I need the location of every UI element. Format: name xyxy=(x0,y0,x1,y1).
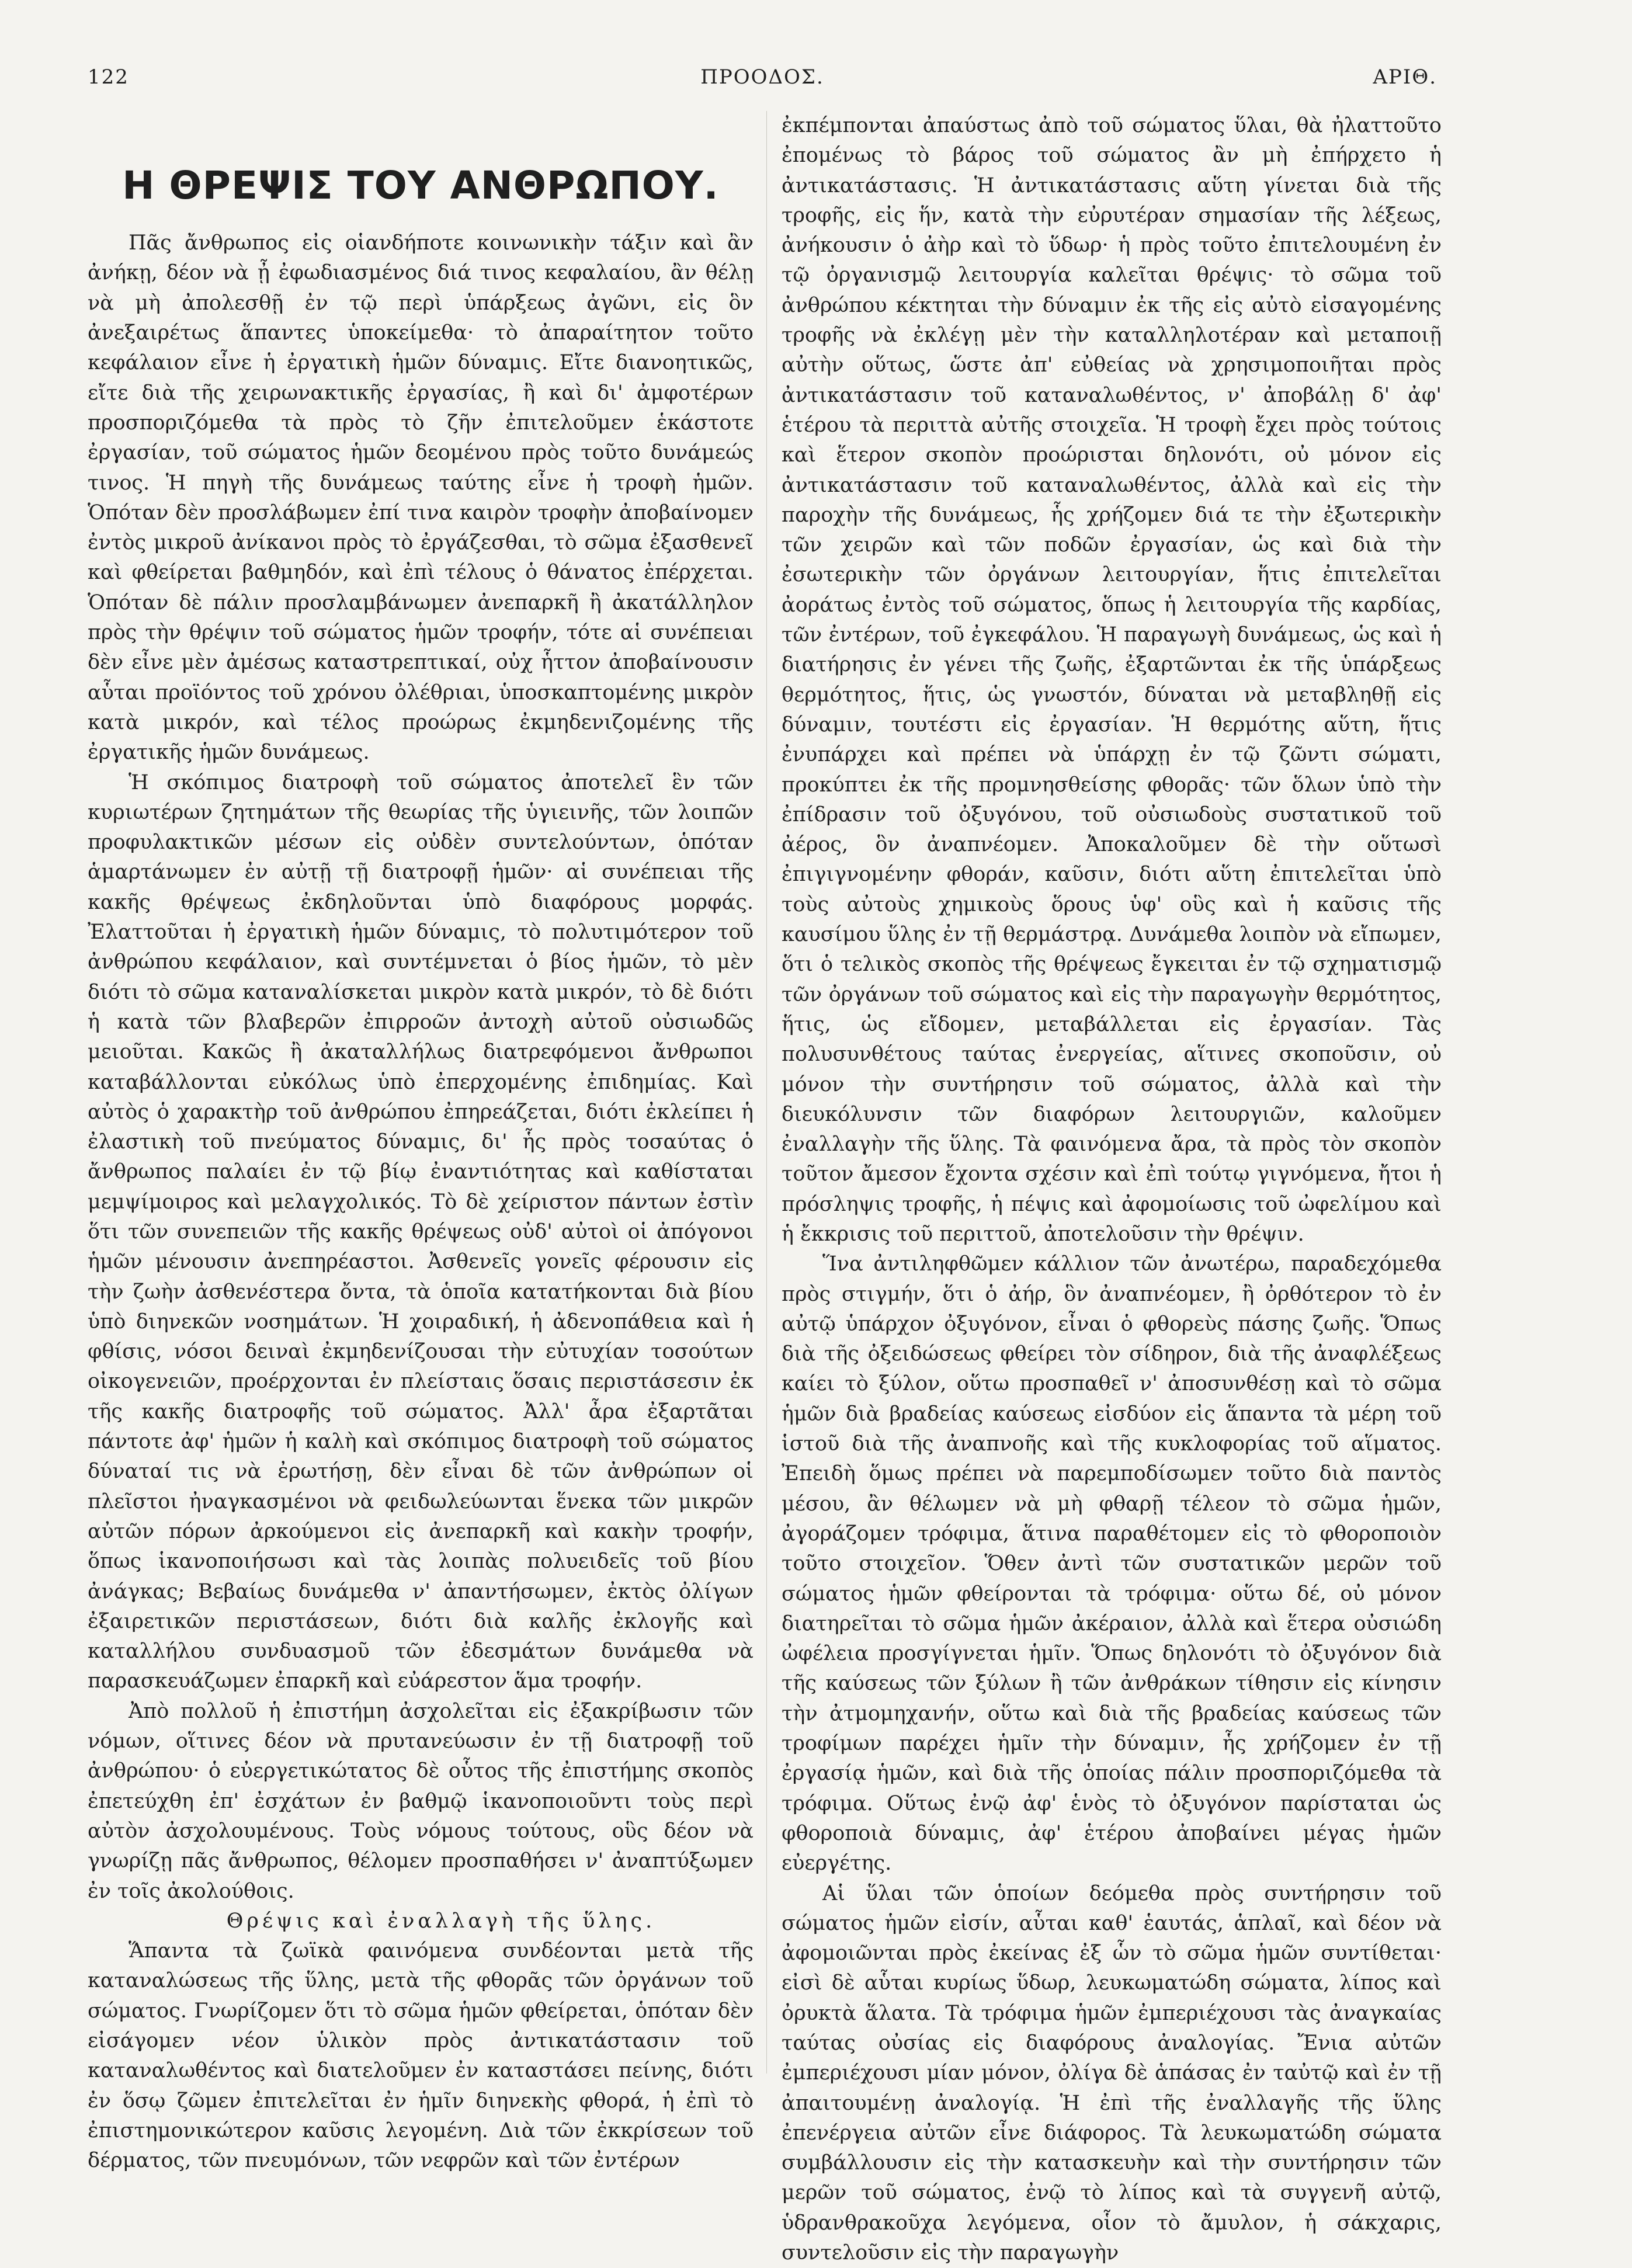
issue-label: ΑΡΙΘ. xyxy=(1373,65,1437,89)
paragraph: Πᾶς ἄνθρωπος εἰς οἱανδήποτε κοινωνικὴν τάξιν καὶ ἂν ἀνήκῃ, δέον νὰ ᾖ ἐφωδιασμένος διά τινος κεφαλαίου, ἂν θέλῃ νὰ μὴ ἀπολεσθῇ ἐν τῷ περὶ ὑπάρξεως ἀγῶνι, εἰς ὃν ἀνεξαιρέτως ἅπαντες ὑποκείμεθα· τὸ ἀπαραίτητον τοῦτο κεφάλαιον εἶνε ἡ ἐργατικὴ ἡμῶν δύναμις. Εἴτε διανοητικῶς, εἴτε διὰ τῆς χειρωνακτικῆς ἐργασίας, ἢ καὶ δι' ἀμφοτέρων προσποριζόμεθα τὰ πρὸς τὸ ζῆν ἐπιτελοῦμεν ἑκάστοτε ἐργασίαν, τοῦ σώματος ἡμῶν δεομένου πρὸς τοῦτο δυνάμεώς τινος. Ἡ πηγὴ τῆς δυνάμεως ταύτης εἶνε ἡ τροφὴ ἡμῶν. Ὁπόταν δὲν προσλάβωμεν ἐπί τινα καιρὸν τροφὴν ἀποβαίνομεν ἐντὸς μικροῦ ἀνίκανοι πρὸς τὸ ἐργάζεσθαι, τὸ σῶμα ἐξασθενεῖ καὶ φθείρεται βαθμηδόν, καὶ ἐπὶ τέλους ὁ θάνατος ἐπέρχεται. Ὁπόταν δὲ πάλιν προσλαμβάνωμεν ἀνεπαρκῆ ἢ ἀκατάλληλον πρὸς τὴν θρέψιν τοῦ σώματος ἡμῶν τροφήν, τότε αἱ συνέπειαι δὲν εἶνε μὲν ἀμέσως καταστρεπτικαί, οὐχ ἧττον ἀποβαίνουσιν αὗται προϊόντος τοῦ χρόνου ὀλέθριαι, ὑποσκαπτομένης μικρὸν κατὰ μικρόν, καὶ τέλος προώρως ἐκμηδενιζομένης τῆς ἐργατικῆς ἡμῶν δυνάμεως. xyxy=(88,231,754,765)
page-number: 122 xyxy=(88,65,129,89)
journal-title: ΠΡΟΟΔΟΣ. xyxy=(700,65,824,89)
paragraph: ἐκπέμπονται ἀπαύστως ἀπὸ τοῦ σώματος ὕλαι, θὰ ἠλαττοῦτο ἐπομένως τὸ βάρος τοῦ σώματος ἂν μὴ ἐπήρχετο ἡ ἀντικατάστασις. Ἡ ἀντικατάστασις αὕτη γίνεται διὰ τῆς τροφῆς, εἰς ἥν, κατὰ τὴν εὐρυτέραν σημασίαν τῆς λέξεως, ἀνήκουσιν ὁ ἀὴρ καὶ τὸ ὕδωρ· ἡ πρὸς τοῦτο ἐπιτελουμένη ἐν τῷ ὀργανισμῷ λειτουργία καλεῖται θρέψις· τὸ σῶμα τοῦ ἀνθρώπου κέκτηται τὴν δύναμιν ἐκ τῆς εἰς αὐτὸ εἰσαγομένης τροφῆς νὰ ἐκλέγῃ μὲν τὴν καταλληλοτέραν καὶ μεταποιῇ αὐτὴν οὕτως, ὥστε ἀπ' εὐθείας νὰ χρησιμοποιῆται πρὸς ἀντικατάστασιν τοῦ καταναλωθέντος, ν' ἀποβάλῃ δ' ἀφ' ἑτέρου τὰ περιττὰ αὐτῆς στοιχεῖα. Ἡ τροφὴ ἔχει πρὸς τούτοις καὶ ἕτερον σκοπὸν προώρισται δηλονότι, οὐ μόνον εἰς ἀντικατάστασιν τοῦ καταναλωθέντος, ἀλλὰ καὶ εἰς τὴν παροχὴν τῆς δυνάμεως, ἧς χρήζομεν διά τε τὴν ἐξωτερικὴν τῶν χειρῶν καὶ τῶν ποδῶν ἐργασίαν, ὡς καὶ διὰ τὴν ἐσωτερικὴν τῶν ὀργάνων λειτουργίαν, ἥτις ἐπιτελεῖται ἀοράτως ἐντὸς τοῦ σώματος, ὅπως ἡ λειτουργία τῆς καρδίας, τῶν ἐντέρων, τοῦ ἐγκεφάλου. Ἡ παραγωγὴ δυνάμεως, ὡς καὶ ἡ διατήρησις ἐν γένει τῆς ζωῆς, ἐξαρτῶνται ἐκ τῆς ὑπάρξεως θερμότητος, ἥτις, ὡς γνωστόν, δύναται νὰ μεταβληθῇ εἰς δύναμιν, τουτέστι εἰς ἐργασίαν. Ἡ θερμότης αὕτη, ἥτις ἐνυπάρχει καὶ πρέπει νὰ ὑπάρχῃ ἐν τῷ ζῶντι σώματι, προκύπτει ἐκ τῆς προμνησθείσης φθορᾶς· τῶν ὅλων ὑπὸ τὴν ἐπίδρασιν τοῦ ὀξυγόνου, τοῦ οὐσιωδοὺς συστατικοῦ τοῦ ἀέρος, ὃν ἀναπνέομεν. Ἀποκαλοῦμεν δὲ τὴν οὕτωσὶ ἐπιγιγνομένην φθοράν, καῦσιν, διότι αὕτη ἐπιτελεῖται ὑπὸ τοὺς αὐτοὺς χημικοὺς ὅρους ὑφ' οὓς καὶ ἡ καῦσις τῆς καυσίμου ὕλης ἐν τῇ θερμάστρᾳ. Δυνάμεθα λοιπὸν νὰ εἴπωμεν, ὅτι ὁ τελικὸς σκοπὸς τῆς θρέψεως ἔγκειται ἐν τῷ σχηματισμῷ τῶν ὀργάνων τοῦ σώματος καὶ εἰς τὴν παραγωγὴν θερμότητος, ἥτις, ὡς εἴδομεν, μεταβάλλεται εἰς ἐργασίαν. Τὰς πολυσυνθέτους ταύτας ἐνεργείας, αἵτινες σκοποῦσιν, οὐ μόνον τὴν συντήρησιν τοῦ σώματος, ἀλλὰ καὶ τὴν διευκόλυνσιν τῶν διαφόρων λειτουργιῶν, καλοῦμεν ἐναλλαγὴν τῆς ὕλης. Τὰ φαινόμενα ἄρα, τὰ πρὸς τὸν σκοπὸν τοῦτον ἄμεσον ἔχοντα σχέσιν καὶ ἐπὶ τούτῳ γιγνόμενα, ἤτοι ἡ πρόσληψις τροφῆς, ἡ πέψις καὶ ἀφομοίωσις τοῦ ὠφελίμου καὶ ἡ ἔκκρισις τοῦ περιττοῦ, ἀποτελοῦσιν τὴν θρέψιν. xyxy=(782,114,1442,1246)
paragraph: Ἵνα ἀντιληφθῶμεν κάλλιον τῶν ἀνωτέρω, παραδεχόμεθα πρὸς στιγμήν, ὅτι ὁ ἀήρ, ὃν ἀναπνέομεν, ἢ ὀρθότερον τὸ ἐν αὐτῷ ὑπάρχον ὀξυγόνον, εἶναι ὁ φθορεὺς πάσης ζωῆς. Ὅπως διὰ τῆς ὀξειδώσεως φθείρει τὸν σίδηρον, διὰ τῆς ἀναφλέξεως καίει τὸ ξύλον, οὕτω προσπαθεῖ ν' ἀποσυνθέσῃ καὶ τὸ σῶμα ἡμῶν διὰ βραδείας καύσεως εἰσδύον εἰς ἅπαντα τὰ μέρη τοῦ ἱστοῦ διὰ τῆς ἀναπνοῆς καὶ τῆς κυκλοφορίας τοῦ αἵματος. Ἐπειδὴ ὅμως πρέπει νὰ παρεμποδίσωμεν τοῦτο διὰ παντὸς μέσου, ἂν θέλωμεν νὰ μὴ φθαρῇ τέλεον τὸ σῶμα ἡμῶν, ἀγοράζομεν τρόφιμα, ἅτινα παραθέτομεν εἰς τὸ φθοροποιὸν τοῦτο στοιχεῖον. Ὅθεν ἀντὶ τῶν συστατικῶν μερῶν τοῦ σώματος ἡμῶν φθείρονται τὰ τρόφιμα· οὕτω δέ, οὐ μόνον διατηρεῖται τὸ σῶμα ἡμῶν ἀκέραιον, ἀλλὰ καὶ ἕτερα οὐσιώδη ὠφέλεια προσγίγνεται ἡμῖν. Ὅπως δηλονότι τὸ ὀξυγόνον διὰ τῆς καύσεως τῶν ξύλων ἢ τῶν ἀνθράκων τίθησιν εἰς κίνησιν τὴν ἀτμομηχανήν, οὕτω καὶ διὰ τῆς βραδείας καύσεως τῶν τροφίμων παρέχει ἡμῖν τὴν δύναμιν, ἧς χρήζομεν ἐν τῇ ἐργασίᾳ ἡμῶν, καὶ διὰ τῆς ὁποίας πάλιν προσποριζόμεθα τὰ τρόφιμα. Οὕτως ἐνῷ ἀφ' ἑνὸς τὸ ὀξυγόνον παρίσταται ὡς φθοροποιὰ δύναμις, ἀφ' ἑτέρου ἀποβαίνει μέγας ἡμῶν εὐεργέτης. xyxy=(782,1252,1442,1875)
paragraph: Ἡ σκόπιμος διατροφὴ τοῦ σώματος ἀποτελεῖ ἓν τῶν κυριωτέρων ζητημάτων τῆς θεωρίας τῆς ὑγιεινῆς, τῶν λοιπῶν προφυλακτικῶν μέσων εἰς οὐδὲν συντελούντων, ὁπόταν ἁμαρτάνωμεν ἐν αὐτῇ τῇ διατροφῇ ἡμῶν· αἱ συνέπειαι τῆς κακῆς θρέψεως ἐκδηλοῦνται ὑπὸ διαφόρους μορφάς. Ἐλαττοῦται ἡ ἐργατικὴ ἡμῶν δύναμις, τὸ πολυτιμότερον τοῦ ἀνθρώπου κεφάλαιον, καὶ συντέμνεται ὁ βίος ἡμῶν, τὸ μὲν διότι τὸ σῶμα καταναλίσκεται μικρὸν κατὰ μικρόν, τὸ δὲ διότι ἡ κατὰ τῶν βλαβερῶν ἐπιρροῶν ἀντοχὴ αὐτοῦ οὐσιωδῶς μειοῦται. Κακῶς ἢ ἀκαταλλήλως διατρεφόμενοι ἄνθρωποι καταβάλλονται εὐκόλως ὑπὸ ἐπερχομένης ἐπιδημίας. Καὶ αὐτὸς ὁ χαρακτὴρ τοῦ ἀνθρώπου ἐπηρεάζεται, διότι ἐκλείπει ἡ ἐλαστικὴ τοῦ πνεύματος δύναμις, δι' ἧς πρὸς τοσαύτας ὁ ἄνθρωπος παλαίει ἐν τῷ βίῳ ἐναντιότητας καὶ καθίσταται μεμψίμοιρος καὶ μελαγχολικός. Τὸ δὲ χείριστον πάντων ἐστὶν ὅτι τῶν συνεπειῶν τῆς κακῆς θρέψεως οὐδ' αὐτοὶ οἱ ἀπόγονοι ἡμῶν μένουσιν ἀνεπηρέαστοι. Ἀσθενεῖς γονεῖς φέρουσιν εἰς τὴν ζωὴν ἀσθενέστερα ὄντα, τὰ ὁποῖα κατατήκονται διὰ βίου ὑπὸ διηνεκῶν νοσημάτων. Ἡ χοιραδική, ἡ ἀδενοπάθεια καὶ ἡ φθίσις, νόσοι δειναὶ ἐκμηδενίζουσαι τὴν εὐτυχίαν τοσούτων οἰκογενειῶν, προέρχονται ἐν πλείσταις ὅσαις περιστάσεσιν ἐκ τῆς κακῆς διατροφῆς τοῦ σώματος. Ἀλλ' ἆρα ἐξαρτᾶται πάντοτε ἀφ' ἡμῶν ἡ καλὴ καὶ σκόπιμος διατροφὴ τοῦ σώματος δύναταί τις νὰ ἐρωτήσῃ, δὲν εἶναι δὲ τῶν ἀνθρώπων οἱ πλεῖστοι ἠναγκασμένοι νὰ φειδωλεύωνται ἕνεκα τῶν μικρῶν αὐτῶν πόρων ἀρκούμενοι εἰς ἀνεπαρκῆ καὶ κακὴν τροφήν, ὅπως ἱκανοποιήσωσι καὶ τὰς λοιπὰς πολυειδεῖς τοῦ βίου ἀνάγκας; Βεβαίως δυνάμεθα ν' ἀπαντήσωμεν, ἐκτὸς ὀλίγων ἐξαιρετικῶν περιστάσεων, διότι διὰ καλῆς ἐκλογῆς καὶ καταλλήλου συνδυασμοῦ τῶν ἐδεσμάτων δυνάμεθα νὰ παρασκευάζωμεν ἐπαρκῆ καὶ εὐάρεστον ἅμα τροφήν. xyxy=(88,770,754,1693)
right-column xyxy=(782,111,1442,2265)
paragraph: Ἅπαντα τὰ ζωϊκὰ φαινόμενα συνδέονται μετὰ τῆς καταναλώσεως τῆς ὕλης, μετὰ τῆς φθορᾶς τῶν ὀργάνων τοῦ σώματος. Γνωρίζομεν ὅτι τὸ σῶμα ἡμῶν φθείρεται, ὁπόταν δὲν εἰσάγομεν νέον ὑλικὸν πρὸς ἀντικατάστασιν τοῦ καταναλωθέντος καὶ διατελοῦμεν ἐν καταστάσει πείνης, διότι ἐν ὅσῳ ζῶμεν ἐπιτελεῖται ἐν ἡμῖν διηνεκὴς φθορά, ἡ ἐπὶ τὸ ἐπιστημονικώτερον καῦσις λεγομένη. Διὰ τῶν ἐκκρίσεων τοῦ δέρματος, τῶν πνευμόνων, τῶν νεφρῶν καὶ τῶν ἐντέρων xyxy=(88,1939,754,2173)
paragraph: Αἱ ὕλαι τῶν ὁποίων δεόμεθα πρὸς συντήρησιν τοῦ σώματος ἡμῶν εἰσίν, αὗται καθ' ἑαυτάς, ἁπλαῖ, καὶ δέον νὰ ἀφομοιῶνται πρὸς ἐκείνας ἐξ ὧν τὸ σῶμα ἡμῶν συντίθεται· εἰσὶ δὲ αὗται κυρίως ὕδωρ, λευκωματώδη σώματα, λίπος καὶ ὀρυκτὰ ἅλατα. Τὰ τρόφιμα ἡμῶν ἐμπεριέχουσι τὰς ἀναγκαίας ταύτας οὐσίας εἰς διαφόρους ἀναλογίας. Ἔνια αὐτῶν ἐμπεριέχουσι μίαν μόνον, ὀλίγα δὲ ἁπάσας ἐν ταὐτῷ καὶ ἐν τῇ ἀπαιτουμένῃ ἀναλογίᾳ. Ἡ ἐπὶ τῆς ἐναλλαγῆς τῆς ὕλης ἐπενέργεια αὐτῶν εἶνε διάφορος. Τὰ λευκωματώδη σώματα συμβάλλουσιν εἰς τὴν κατασκευὴν καὶ τὴν συντήρησιν τῶν μερῶν τοῦ σώματος, ἐνῷ τὸ λίπος καὶ τὰ συγγενῆ αὐτῷ, ὑδρανθρακοῦχα λεγόμενα, οἷον τὸ ἄμυλον, ἡ σάκχαρις, συντελοῦσιν εἰς τὴν παραγωγὴν xyxy=(782,1881,1442,2265)
left-column xyxy=(88,111,754,2173)
page-header xyxy=(88,58,1437,99)
paragraph: Ἀπὸ πολλοῦ ἡ ἐπιστήμη ἀσχολεῖται εἰς ἐξακρίβωσιν τῶν νόμων, οἵτινες δέον νὰ πρυτανεύωσιν ἐν τῇ διατροφῇ τοῦ ἀνθρώπου· ὁ εὐεργετικώτατος δὲ οὗτος τῆς ἐπιστήμης σκοπὸς ἐπετεύχθη ἐπ' ἐσχάτων ἐν βαθμῷ ἱκανοποιοῦντι τοὺς περὶ αὐτὸν ἀσχολουμένους. Τοὺς νόμους τούτους, οὓς δέον νὰ γνωρίζῃ πᾶς ἄνθρωπος, θέλομεν προσπαθήσει ν' ἀναπτύξωμεν ἐν τοῖς ἀκολούθοις. xyxy=(88,1699,754,1903)
article-title: Η ΘΡΕΨΙΣ ΤΟΥ ΑΝΘΡΩΠΟΥ. xyxy=(122,163,719,208)
column-divider xyxy=(766,111,767,2073)
section-title: Θρέψις καὶ ἐναλλαγὴ τῆς ὕλης. xyxy=(226,1909,656,1933)
